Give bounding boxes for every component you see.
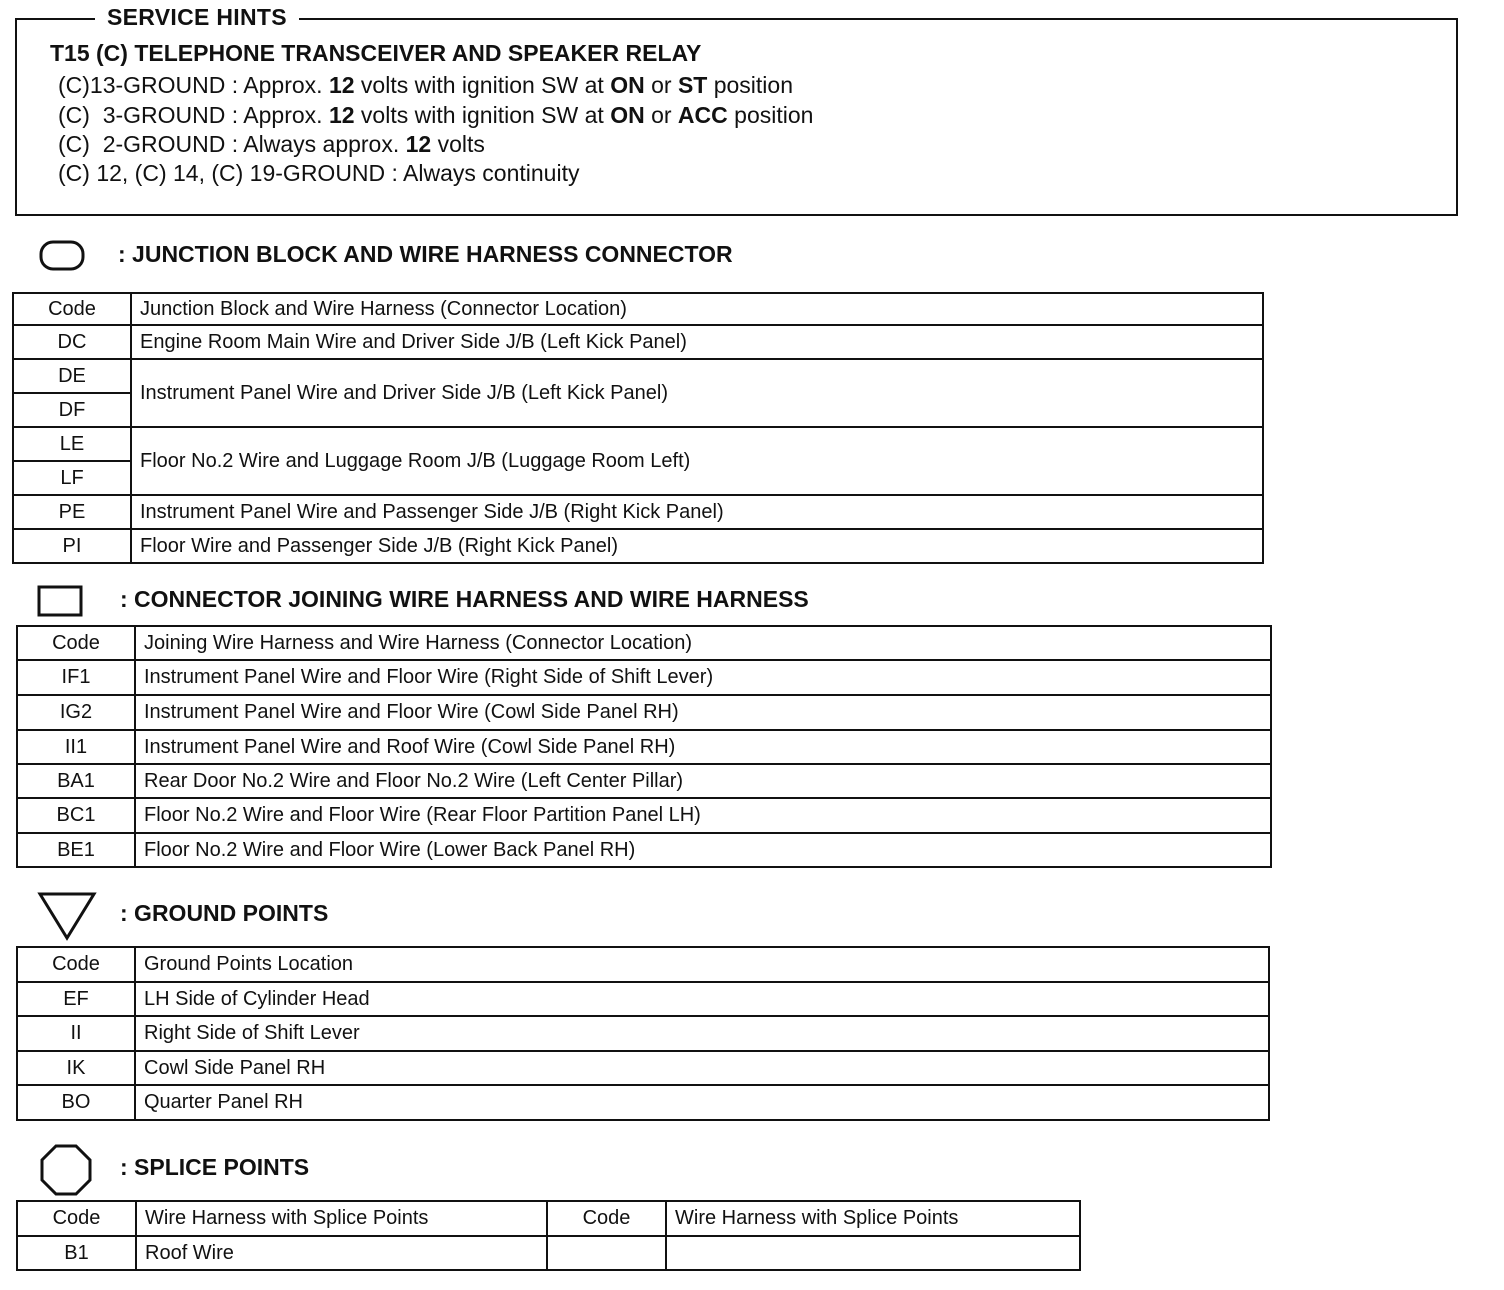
description-cell: Instrument Panel Wire and Floor Wire (Cowl Side Panel RH) — [135, 695, 1271, 730]
code-header: Code — [17, 1201, 136, 1236]
description-header: Junction Block and Wire Harness (Connector Location) — [131, 293, 1263, 325]
description-cell: Rear Door No.2 Wire and Floor No.2 Wire (Left Center Pillar) — [135, 764, 1271, 798]
description-cell: Floor No.2 Wire and Floor Wire (Lower Back Panel RH) — [135, 833, 1271, 867]
table-row — [17, 660, 1271, 695]
code-cell: DF — [13, 393, 131, 427]
code-cell: II — [17, 1016, 135, 1051]
service-hints-title: SERVICE HINTS — [95, 4, 299, 31]
code-cell: B1 — [17, 1236, 136, 1270]
connector-section-title: : CONNECTOR JOINING WIRE HARNESS AND WIRE HARNESS — [120, 586, 809, 612]
code-cell: IF1 — [17, 660, 135, 695]
table-row — [13, 359, 1263, 393]
table-row — [17, 730, 1271, 764]
ground-table — [16, 946, 1270, 1121]
hint-line: (C)13-GROUND : Approx. 12 volts with ignition SW at ON or ST position — [58, 72, 793, 98]
table-row — [13, 325, 1263, 359]
table-row — [17, 833, 1271, 867]
code-cell: LE — [13, 427, 131, 461]
description-cell: Instrument Panel Wire and Floor Wire (Right Side of Shift Lever) — [135, 660, 1271, 695]
hint-line: (C) 12, (C) 14, (C) 19-GROUND : Always continuity — [58, 160, 580, 186]
code-cell: BO — [17, 1085, 135, 1120]
code-cell: EF — [17, 982, 135, 1016]
description-header: Wire Harness with Splice Points — [666, 1201, 1080, 1236]
description-header: Ground Points Location — [135, 947, 1269, 982]
description-cell: Instrument Panel Wire and Roof Wire (Cowl Side Panel RH) — [135, 730, 1271, 764]
table-row — [13, 495, 1263, 529]
code-cell: DC — [13, 325, 131, 359]
table-row — [13, 427, 1263, 461]
table-row — [17, 1016, 1269, 1051]
code-header: Code — [13, 293, 131, 325]
splice-table — [16, 1200, 1081, 1271]
description-cell: Quarter Panel RH — [135, 1085, 1269, 1120]
junction-table — [12, 292, 1264, 564]
splice-section-title: : SPLICE POINTS — [120, 1154, 310, 1180]
triangle-down-icon — [36, 890, 98, 942]
table-row — [17, 982, 1269, 1016]
table-header-row — [17, 626, 1271, 660]
code-cell: IG2 — [17, 695, 135, 730]
code-cell: BA1 — [17, 764, 135, 798]
table-row — [13, 529, 1263, 563]
code-cell: BE1 — [17, 833, 135, 867]
code-cell: BC1 — [17, 798, 135, 833]
code-cell: PE — [13, 495, 131, 529]
description-cell: LH Side of Cylinder Head — [135, 982, 1269, 1016]
code-cell: IK — [17, 1051, 135, 1085]
ground-section-title: : GROUND POINTS — [120, 900, 329, 926]
table-row — [17, 1085, 1269, 1120]
code-header: Code — [17, 626, 135, 660]
description-cell: Floor No.2 Wire and Luggage Room J/B (Luggage Room Left) — [131, 427, 1263, 495]
code-cell: DE — [13, 359, 131, 393]
table-row — [17, 695, 1271, 730]
code-cell: LF — [13, 461, 131, 495]
code-header: Code — [547, 1201, 666, 1236]
connector-table — [16, 625, 1272, 868]
description-header: Wire Harness with Splice Points — [136, 1201, 547, 1236]
table-header-row — [17, 947, 1269, 982]
code-header: Code — [17, 947, 135, 982]
description-cell: Instrument Panel Wire and Driver Side J/B (Left Kick Panel) — [131, 359, 1263, 427]
code-cell: PI — [13, 529, 131, 563]
description-cell: Floor No.2 Wire and Floor Wire (Rear Floor Partition Panel LH) — [135, 798, 1271, 833]
rounded-rect-icon — [38, 238, 88, 274]
octagon-icon — [38, 1142, 94, 1198]
description-cell: Roof Wire — [136, 1236, 547, 1270]
junction-section-title: : JUNCTION BLOCK AND WIRE HARNESS CONNECTOR — [118, 241, 733, 267]
hint-line: (C) 3-GROUND : Approx. 12 volts with ignition SW at ON or ACC position — [58, 102, 814, 128]
table-header-row — [17, 1201, 1080, 1236]
description-cell: Instrument Panel Wire and Passenger Side J/B (Right Kick Panel) — [131, 495, 1263, 529]
hint-line: (C) 2-GROUND : Always approx. 12 volts — [58, 131, 485, 157]
table-row — [17, 764, 1271, 798]
description-header: Joining Wire Harness and Wire Harness (Connector Location) — [135, 626, 1271, 660]
table-row — [17, 1236, 1080, 1270]
description-cell: Floor Wire and Passenger Side J/B (Right Kick Panel) — [131, 529, 1263, 563]
table-row — [17, 798, 1271, 833]
code-cell: II1 — [17, 730, 135, 764]
service-hints-heading: T15 (C) TELEPHONE TRANSCEIVER AND SPEAKER RELAY — [50, 40, 702, 66]
description-cell: Cowl Side Panel RH — [135, 1051, 1269, 1085]
description-cell: Engine Room Main Wire and Driver Side J/B (Left Kick Panel) — [131, 325, 1263, 359]
description-cell: Right Side of Shift Lever — [135, 1016, 1269, 1051]
table-row — [17, 1051, 1269, 1085]
table-header-row — [13, 293, 1263, 325]
rect-icon — [36, 583, 86, 619]
description-cell — [666, 1236, 1080, 1270]
code-cell — [547, 1236, 666, 1270]
